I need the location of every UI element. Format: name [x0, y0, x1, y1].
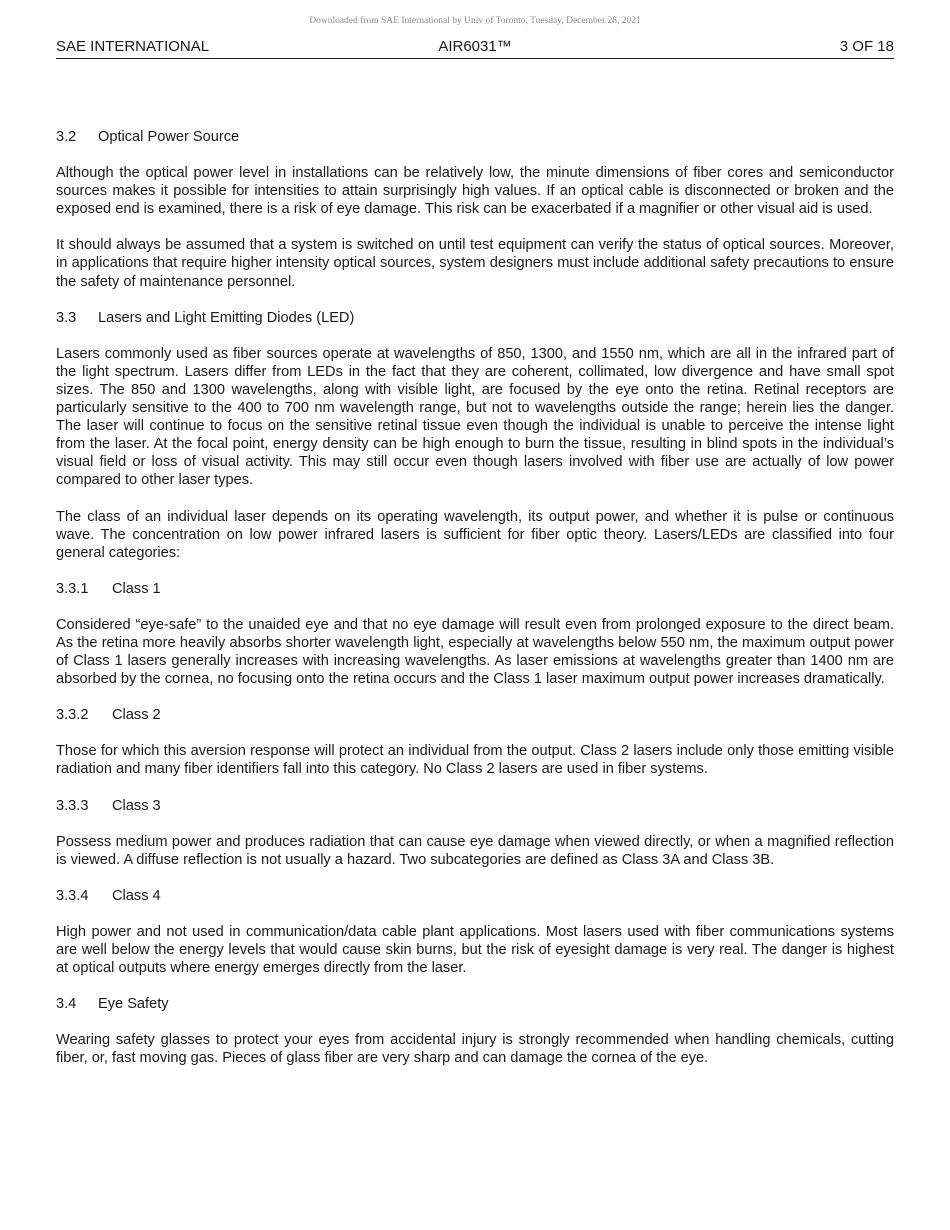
section-title: Class 3	[112, 797, 161, 814]
section-heading-3-3	[56, 309, 894, 327]
header-publisher: SAE INTERNATIONAL	[56, 38, 210, 55]
paragraph: Lasers commonly used as fiber sources operate at wavelengths of 850, 1300, and 1550 nm, which are all in the infrared part of the light spectrum. Lasers differ from LEDs in the fact that they are coherent, collimated, low divergence and have small spot sizes. The 850 and 1300 wavelengths, along with visible light, are focused by the eye onto the retina. Retinal receptors are particularly sensitive to the 400 to 700 nm wavelength range, but not to wavelengths outside the range; herein lies the danger. The laser will continue to focus on the sensitive retinal tissue even though the individual is unable to perceive the intense light from the laser. At the focal point, energy density can be high enough to burn the tissue, resulting in blind spots in the individual’s visual field or loss of visual activity. This may still occur even though lasers involved with fiber use are actually of low power compared to other laser types.	[56, 345, 894, 489]
section-title: Class 2	[112, 707, 161, 724]
section-number: 3.3.4	[56, 887, 89, 904]
section-heading-3-3-3	[56, 797, 894, 815]
paragraph: It should always be assumed that a system is switched on until test equipment can verify the status of optical sources. Moreover, in applications that require higher intensity optical sources, system designers must include additional safety precautions to ensure the safety of maintenance personnel.	[56, 237, 894, 290]
section-heading-3-3-2	[56, 706, 894, 724]
header-document-id: AIR6031™	[438, 38, 512, 55]
section-number: 3.3	[56, 309, 77, 326]
section-heading-3-3-1	[56, 580, 894, 598]
paragraph: Although the optical power level in installations can be relatively low, the minute dimensions of fiber cores and semiconductor sources makes it possible for intensities to attain surprisingly high values. If an optical cable is disconnected or broken and the exposed end is examined, there is a risk of eye damage. This risk can be exacerbated if a magnifier or other visual aid is used.	[56, 165, 894, 218]
paragraph: The class of an individual laser depends on its operating wavelength, its output power, and whether it is pulse or continuous wave. The concentration on low power infrared lasers is sufficient for fiber optic theory. Lasers/LEDs are classified into four general categories:	[56, 508, 894, 561]
section-number: 3.3.2	[56, 707, 89, 724]
section-title: Optical Power Source	[98, 129, 240, 145]
header-page-number: 3 OF 18	[839, 38, 894, 55]
section-title: Eye Safety	[98, 996, 169, 1013]
paragraph: High power and not used in communication/data cable plant applications. Most lasers used with fiber communications systems are well below the energy levels that would cause skin burns, but the risk of eyesight damage is very real. The danger is highest at optical outputs where energy emerges directly from the laser.	[56, 923, 894, 977]
section-heading-3-3-4	[56, 887, 894, 905]
section-title: Lasers and Light Emitting Diodes (LED)	[98, 309, 355, 326]
section-heading-3-4	[56, 995, 894, 1013]
section-title: Class 4	[112, 887, 161, 904]
paragraph: Wearing safety glasses to protect your eyes from accidental injury is strongly recommended when handling chemicals, cutting fiber, or, fast moving gas. Pieces of glass fiber are very sharp and can damage the cornea of the eye.	[56, 1032, 894, 1067]
section-number: 3.3.1	[56, 580, 89, 597]
section-title: Class 1	[112, 580, 161, 597]
document-body	[56, 128, 894, 1085]
section-number: 3.4	[56, 996, 77, 1013]
paragraph: Possess medium power and produces radiation that can cause eye damage when viewed directly, or when a magnified reflection is viewed. A diffuse reflection is not usually a hazard. Two subcategories are defined as Class 3A and Class 3B.	[56, 833, 894, 868]
paragraph: Those for which this aversion response will protect an individual from the output. Class 2 lasers include only those emitting visible radiation and many fiber identifiers fall into this category. No Class 2 lasers are used in fiber systems.	[56, 743, 894, 778]
section-heading-3-2	[56, 128, 894, 146]
section-number: 3.2	[56, 129, 77, 145]
paragraph: Considered “eye-safe” to the unaided eye and that no eye damage will result even from prolonged exposure to the direct beam. As the retina more heavily absorbs shorter wavelength light, especially at wavelengths below 550 nm, the maximum output power of Class 1 lasers generally increases with increasing wavelengths. As laser emissions at wavelengths greater than 1400 nm are absorbed by the cornea, no focusing onto the retina occurs and the Class 1 laser maximum output power increases dramatically.	[56, 616, 894, 688]
section-number: 3.3.3	[56, 797, 89, 814]
page-header	[56, 38, 894, 59]
download-watermark: Downloaded from SAE International by Univ of Toronto, Tuesday, December 28, 2021	[309, 16, 641, 26]
